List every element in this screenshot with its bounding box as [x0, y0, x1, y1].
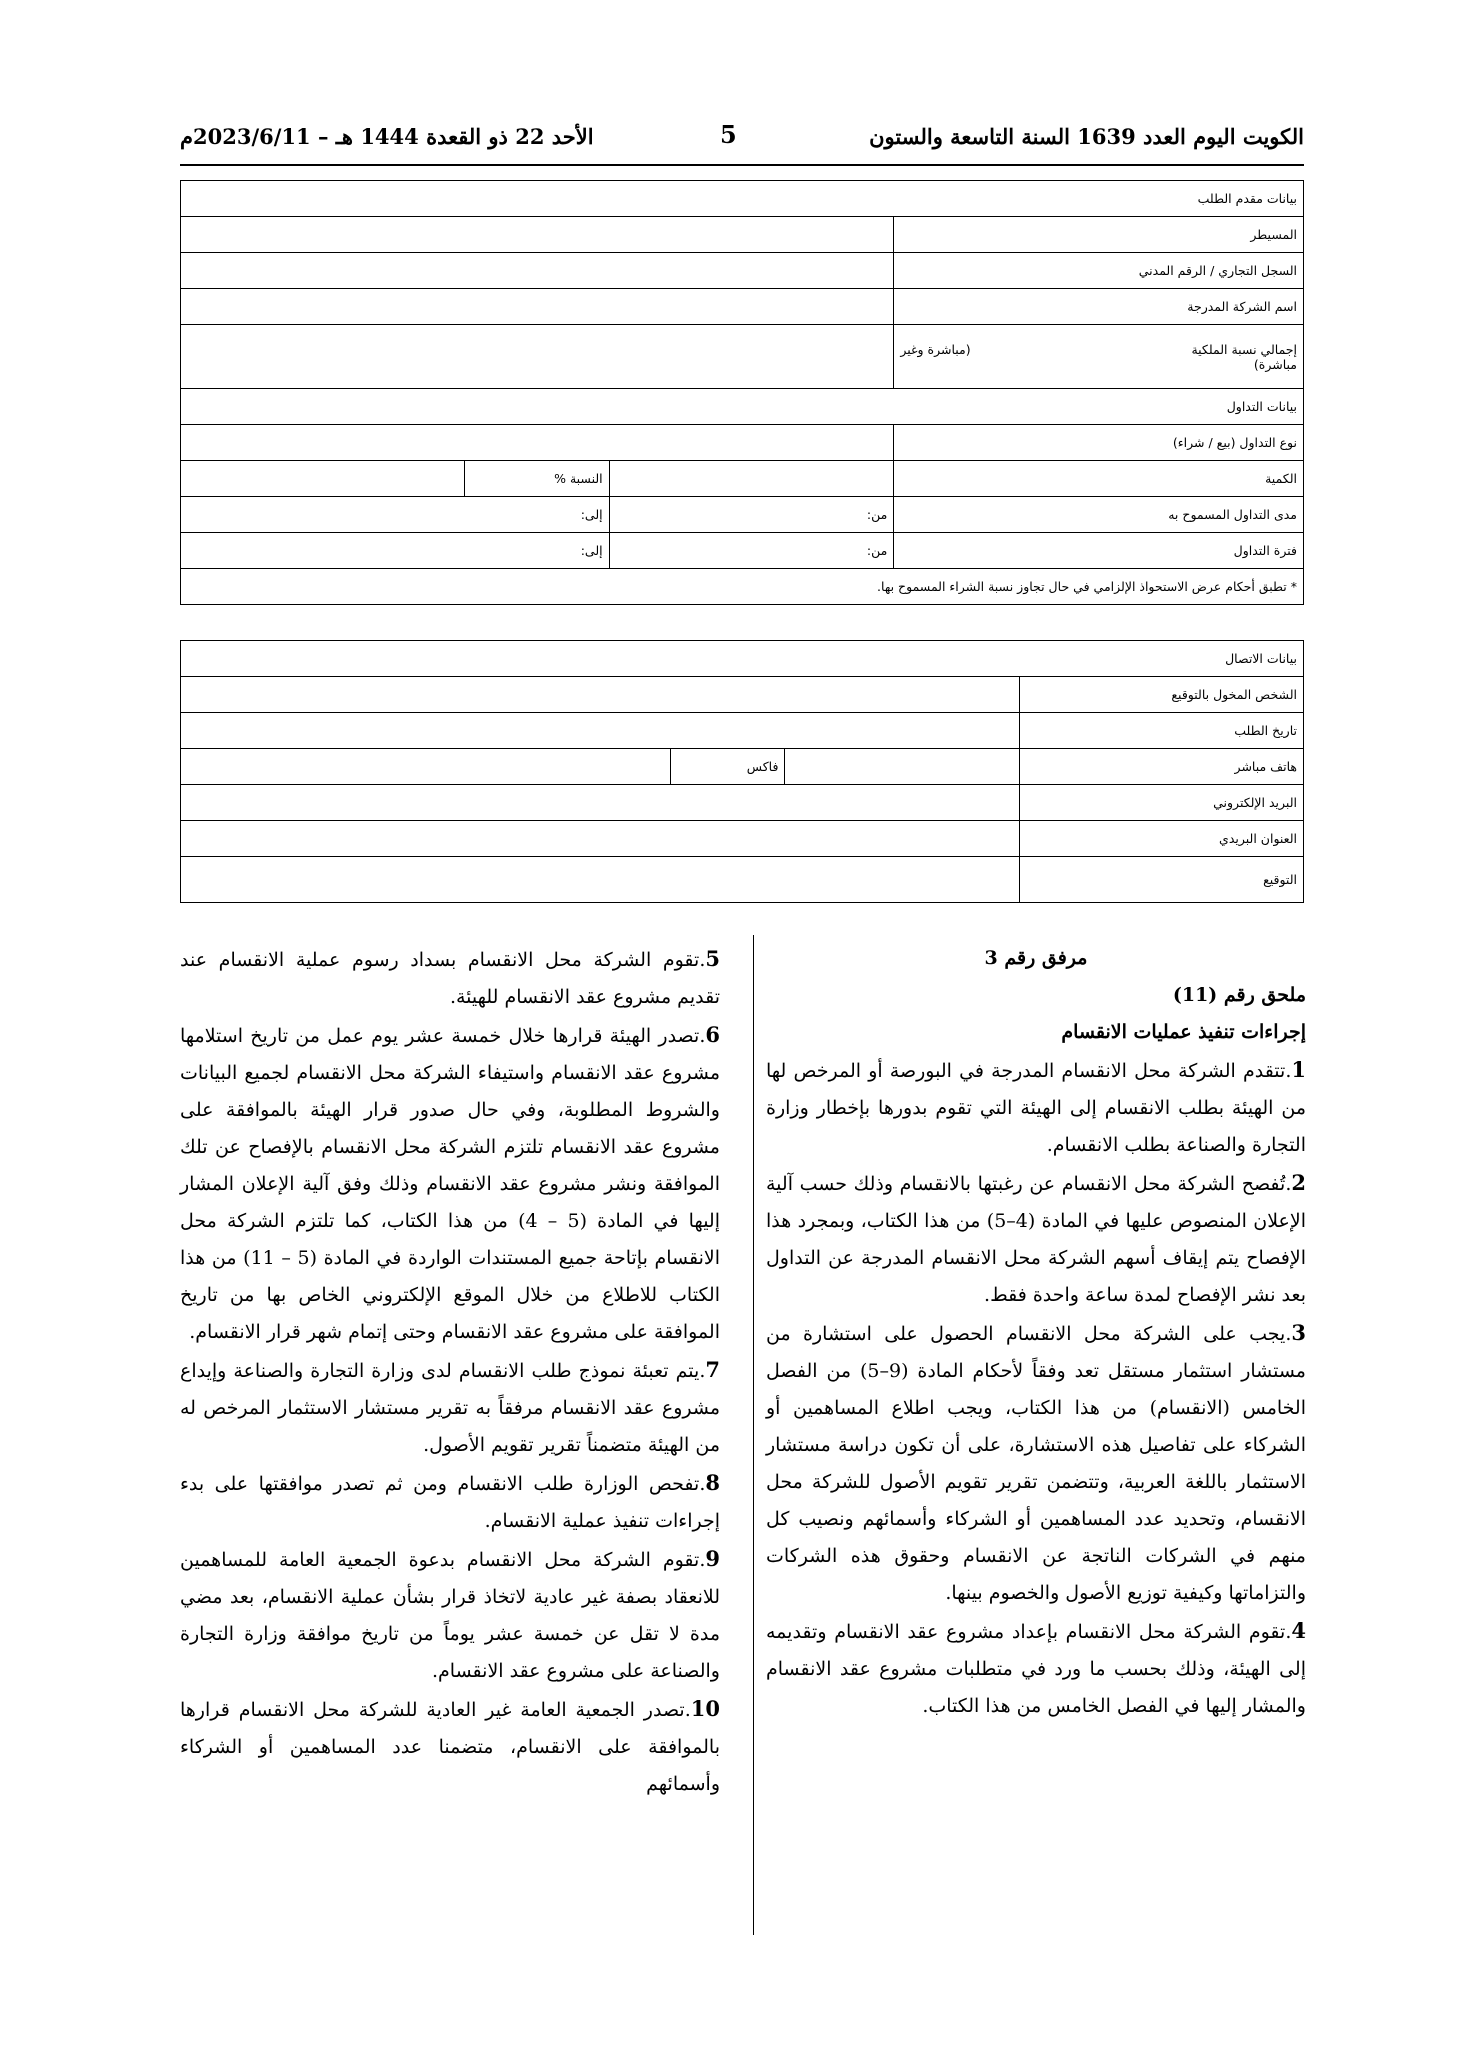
authorized-signatory-label: الشخص المخول بالتوقيع — [1020, 677, 1304, 713]
list-item: 5.تقوم الشركة محل الانقسام بسداد رسوم عملية الانقسام عند تقديم مشروع عقد الانقسام للهيئة. — [180, 946, 720, 1008]
trading-data-heading: بيانات التداول — [181, 389, 1304, 425]
header-page-number: 5 — [720, 120, 737, 149]
allowed-range-from[interactable]: من: — [609, 497, 894, 533]
trading-type-value[interactable] — [181, 425, 894, 461]
request-date-label: تاريخ الطلب — [1020, 713, 1304, 749]
contact-form-table — [180, 640, 1304, 903]
allowed-range-to[interactable]: إلى: — [181, 497, 610, 533]
section-title: إجراءات تنفيذ عمليات الانقسام — [1061, 1021, 1306, 1043]
ownership-label — [894, 325, 1304, 389]
column-divider — [753, 935, 754, 1935]
direct-phone-label: هاتف مباشر — [1020, 749, 1304, 785]
trading-period-from[interactable]: من: — [609, 533, 894, 569]
listed-company-label: اسم الشركة المدرجة — [894, 289, 1304, 325]
ownership-label-line1: إجمالي نسبة الملكية — [1191, 341, 1297, 357]
trading-type-label: نوع التداول (بيع / شراء) — [894, 425, 1304, 461]
header-date: الأحد 22 ذو القعدة 1444 هـ – 2023/6/11م — [180, 124, 594, 149]
authorized-signatory-value[interactable] — [181, 677, 1020, 713]
list-item: 3.يجب على الشركة محل الانقسام الحصول على استشارة من مستشار استثمار مستقل تعد وفقاً لأحكام المادة (9–5) من الفصل الخامس (الانقسام) من هذا الكتاب، ويجب اطلاع المساهمين أو الشركاء على تفاصيل هذه الاستشارة، على أن تكون دراسة مستشار الاستثمار باللغة العربية، وتتضمن تقرير تقويم الأصول للشركة محل الانقسام، وتحديد عدد المساهمين أو الشركاء وأسمائهم ونصيب كل منهم في الشركات الناتجة عن الانقسام وحقوق هذه الشركات والتزاماتها وكيفية توزيع الأصول والخصوم بينها. — [766, 1320, 1306, 1604]
applicant-data-heading: بيانات مقدم الطلب — [181, 181, 1304, 217]
fax-label: فاكس — [670, 749, 785, 785]
header-issue: الكويت اليوم العدد 1639 السنة التاسعة والستون — [869, 124, 1304, 149]
request-date-value[interactable] — [181, 713, 1020, 749]
applicant-form-table — [180, 180, 1304, 605]
controller-label: المسيطر — [894, 217, 1304, 253]
direct-phone-value[interactable] — [785, 749, 1020, 785]
list-item: 1.تتقدم الشركة محل الانقسام المدرجة في البورصة أو المرخص لها من الهيئة بطلب الانقسام إلى الهيئة التي تقوم بدورها بإخطار وزارة التجارة والصناعة بطلب الانقسام. — [766, 1057, 1306, 1156]
quantity-value[interactable] — [609, 461, 894, 497]
list-item: 10.تصدر الجمعية العامة غير العادية للشركة محل الانقسام قرارها بالموافقة على الانقسام، متضمنا عدد المساهمين أو الشركاء وأسمائهم — [180, 1696, 720, 1795]
right-column — [766, 940, 1306, 1725]
form-footnote: * تطبق أحكام عرض الاستحواذ الإلزامي في حال تجاوز نسبة الشراء المسموح بها. — [181, 569, 1304, 605]
commercial-register-label: السجل التجاري / الرقم المدني — [894, 253, 1304, 289]
list-item: 4.تقوم الشركة محل الانقسام بإعداد مشروع عقد الانقسام وتقديمه إلى الهيئة، وذلك بحسب ما ورد في متطلبات مشروع عقد الانقسام والمشار إليها في الفصل الخامس من هذا الكتاب. — [766, 1618, 1306, 1717]
ownership-label-direct: (مباشرة وغير — [900, 341, 971, 357]
percentage-value[interactable] — [181, 461, 465, 497]
commercial-register-value[interactable] — [181, 253, 894, 289]
quantity-label: الكمية — [894, 461, 1304, 497]
email-value[interactable] — [181, 785, 1020, 821]
list-item: 2.تُفصح الشركة محل الانقسام عن رغبتها بالانقسام وذلك حسب آلية الإعلان المنصوص عليها في المادة (4–5) من هذا الكتاب، وبمجرد هذا الإفصاح يتم إيقاف أسهم الشركة محل الانقسام المدرجة عن التداول بعد نشر الإفصاح لمدة ساعة واحدة فقط. — [766, 1170, 1306, 1306]
fax-value[interactable] — [181, 749, 671, 785]
allowed-range-label: مدى التداول المسموح به — [894, 497, 1304, 533]
controller-value[interactable] — [181, 217, 894, 253]
postal-address-label: العنوان البريدي — [1020, 821, 1304, 857]
listed-company-value[interactable] — [181, 289, 894, 325]
ownership-value[interactable] — [181, 325, 894, 389]
postal-address-value[interactable] — [181, 821, 1020, 857]
header-rule — [180, 164, 1304, 166]
signature-value[interactable] — [181, 857, 1020, 903]
contact-data-heading: بيانات الاتصال — [181, 641, 1304, 677]
list-item: 8.تفحص الوزارة طلب الانقسام ومن ثم تصدر موافقتها على بدء إجراءات تنفيذ عملية الانقسام. — [180, 1470, 720, 1532]
trading-period-to[interactable]: إلى: — [181, 533, 610, 569]
annex-title: مرفق رقم 3 — [984, 947, 1088, 969]
ownership-label-line2: مباشرة) — [1253, 356, 1297, 372]
signature-label: التوقيع — [1020, 857, 1304, 903]
list-item: 7.يتم تعبئة نموذج طلب الانقسام لدى وزارة التجارة والصناعة وإيداع مشروع عقد الانقسام مرفقاً به تقرير مستشار الاستثمار المرخص له من الهيئة متضمناً تقرير تقويم الأصول. — [180, 1357, 720, 1456]
email-label: البريد الإلكتروني — [1020, 785, 1304, 821]
list-item: 9.تقوم الشركة محل الانقسام بدعوة الجمعية العامة للمساهمين للانعقاد بصفة غير عادية لاتخاذ قرار بشأن عملية الانقسام، بعد مضي مدة لا تقل عن خمسة عشر يوماً من تاريخ موافقة وزارة التجارة والصناعة على مشروع عقد الانقسام. — [180, 1546, 720, 1682]
trading-period-label: فترة التداول — [894, 533, 1304, 569]
page-header — [180, 120, 1304, 156]
appendix-title: ملحق رقم (11) — [1172, 984, 1306, 1006]
percentage-label: النسبة % — [464, 461, 609, 497]
left-column — [180, 940, 720, 1803]
list-item: 6.تصدر الهيئة قرارها خلال خمسة عشر يوم عمل من تاريخ استلامها مشروع عقد الانقسام واستيفاء الشركة محل الانقسام لجميع البيانات والشروط المطلوبة، وفي حال صدور قرار الهيئة بالموافقة على مشروع عقد الانقسام تلتزم الشركة محل الانقسام بالإفصاح عن تلك الموافقة ونشر مشروع عقد الانقسام وذلك وفق آلية الإعلان المشار إليها في المادة (5 – 4) من هذا الكتاب، كما تلتزم الشركة محل الانقسام بإتاحة جميع المستندات الواردة في المادة (5 – 11) من هذا الكتاب للاطلاع من خلال الموقع الإلكتروني الخاص بها من تاريخ الموافقة على مشروع عقد الانقسام وحتى إتمام شهر قرار الانقسام. — [180, 1022, 720, 1343]
